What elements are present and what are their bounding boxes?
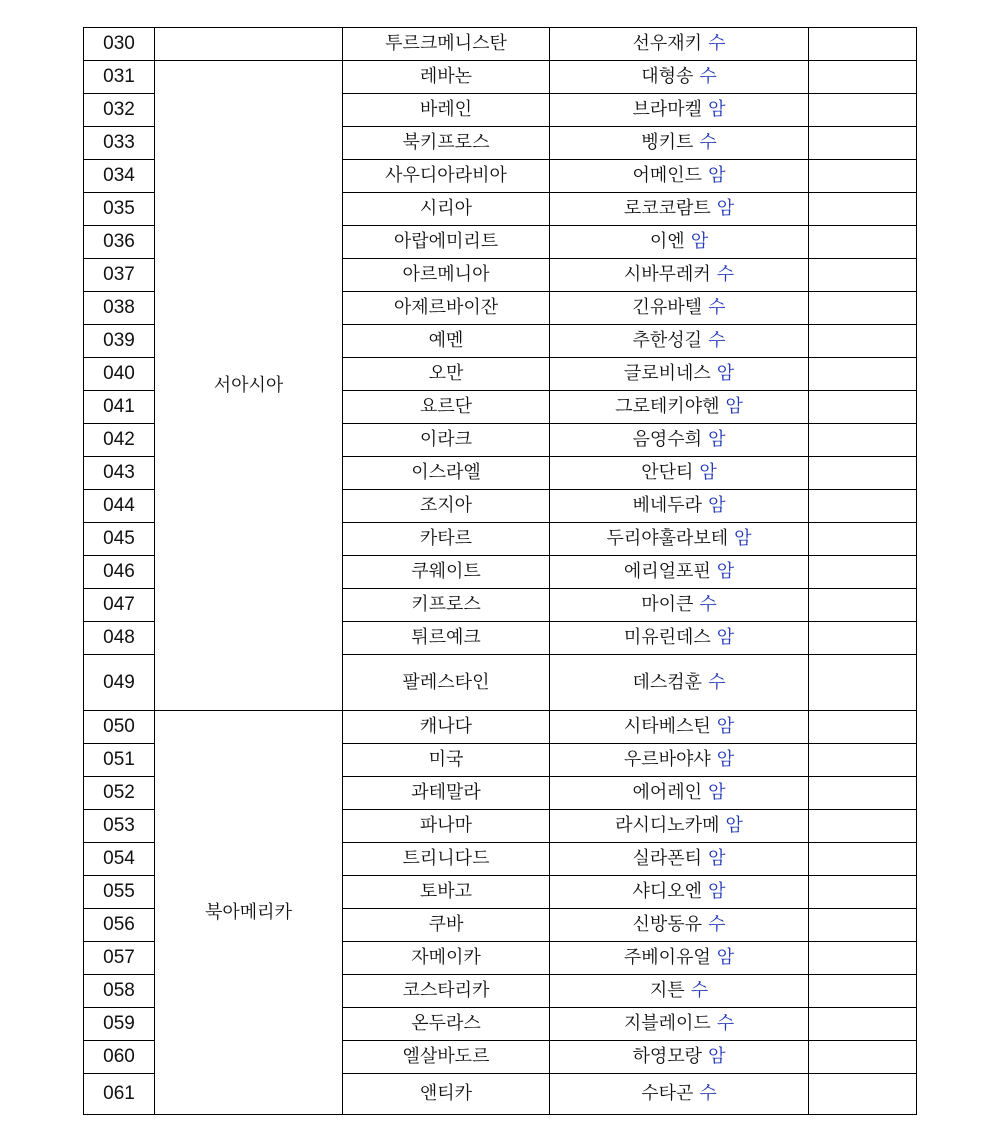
row-number: 048 bbox=[84, 622, 155, 655]
name-cell bbox=[550, 523, 809, 556]
empty-cell bbox=[809, 843, 917, 876]
row-number: 059 bbox=[84, 1008, 155, 1041]
row-number: 061 bbox=[84, 1074, 155, 1115]
gender-suffix: 암 bbox=[716, 363, 735, 384]
empty-cell bbox=[809, 358, 917, 391]
name-text: 두리야훌라보테 bbox=[606, 528, 729, 549]
name-text: 안단티 bbox=[641, 462, 694, 483]
gender-suffix: 암 bbox=[708, 165, 726, 186]
row-number: 052 bbox=[84, 777, 155, 810]
row-number: 057 bbox=[84, 942, 155, 975]
name-text: 선우재키 bbox=[632, 33, 703, 54]
empty-cell bbox=[809, 226, 917, 259]
name-text: 주베이유얼 bbox=[623, 947, 711, 968]
empty-cell bbox=[809, 777, 917, 810]
name-cell bbox=[550, 61, 809, 94]
empty-cell bbox=[809, 424, 917, 457]
name-cell bbox=[550, 810, 809, 843]
country-cell: 미국 bbox=[343, 744, 550, 777]
country-cell: 레바논 bbox=[343, 61, 550, 94]
row-number: 055 bbox=[84, 876, 155, 909]
row-number: 053 bbox=[84, 810, 155, 843]
region-cell: 북아메리카 bbox=[155, 711, 343, 1115]
name-text: 우르바야샤 bbox=[623, 749, 711, 770]
name-text: 에어레인 bbox=[632, 782, 703, 803]
gender-suffix: 암 bbox=[725, 396, 743, 417]
country-cell: 이스라엘 bbox=[343, 457, 550, 490]
name-text: 시바무레커 bbox=[623, 264, 711, 285]
empty-cell bbox=[809, 28, 917, 61]
table-row bbox=[84, 61, 917, 94]
name-text: 벵키트 bbox=[641, 132, 694, 153]
region-cell: 서아시아 bbox=[155, 61, 343, 711]
country-cell: 아랍에미리트 bbox=[343, 226, 550, 259]
name-cell bbox=[550, 391, 809, 424]
country-cell: 파나마 bbox=[343, 810, 550, 843]
country-cell: 예멘 bbox=[343, 325, 550, 358]
name-text: 에리얼포핀 bbox=[623, 561, 711, 582]
gender-suffix: 암 bbox=[716, 198, 735, 219]
empty-cell bbox=[809, 975, 917, 1008]
empty-cell bbox=[809, 259, 917, 292]
name-cell bbox=[550, 975, 809, 1008]
country-cell: 아르메니아 bbox=[343, 259, 550, 292]
gender-suffix: 수 bbox=[708, 330, 726, 351]
gender-suffix: 암 bbox=[716, 749, 735, 770]
country-cell: 이라크 bbox=[343, 424, 550, 457]
table-row bbox=[84, 28, 917, 61]
empty-cell bbox=[809, 160, 917, 193]
row-number: 033 bbox=[84, 127, 155, 160]
row-number: 043 bbox=[84, 457, 155, 490]
row-number: 047 bbox=[84, 589, 155, 622]
country-cell: 캐나다 bbox=[343, 711, 550, 744]
country-cell: 쿠웨이트 bbox=[343, 556, 550, 589]
name-cell bbox=[550, 909, 809, 942]
gender-suffix: 수 bbox=[708, 671, 726, 693]
empty-cell bbox=[809, 325, 917, 358]
gender-suffix: 암 bbox=[708, 495, 726, 516]
gender-suffix: 암 bbox=[708, 429, 726, 450]
empty-cell bbox=[809, 391, 917, 424]
name-text: 추한성길 bbox=[632, 330, 703, 351]
table-row bbox=[84, 711, 917, 744]
name-text: 시타베스틴 bbox=[623, 716, 711, 737]
row-number: 036 bbox=[84, 226, 155, 259]
country-cell: 요르단 bbox=[343, 391, 550, 424]
empty-cell bbox=[809, 292, 917, 325]
gender-suffix: 암 bbox=[725, 815, 743, 836]
empty-cell bbox=[809, 744, 917, 777]
name-text: 이엔 bbox=[649, 231, 685, 252]
row-number: 038 bbox=[84, 292, 155, 325]
row-number: 042 bbox=[84, 424, 155, 457]
name-cell bbox=[550, 127, 809, 160]
name-cell bbox=[550, 655, 809, 711]
empty-cell bbox=[809, 94, 917, 127]
name-cell bbox=[550, 622, 809, 655]
row-number: 058 bbox=[84, 975, 155, 1008]
gender-suffix: 수 bbox=[716, 1013, 735, 1034]
name-cell bbox=[550, 358, 809, 391]
gender-suffix: 수 bbox=[708, 914, 726, 935]
row-number: 030 bbox=[84, 28, 155, 61]
empty-cell bbox=[809, 61, 917, 94]
country-cell: 바레인 bbox=[343, 94, 550, 127]
name-cell bbox=[550, 28, 809, 61]
row-number: 049 bbox=[84, 655, 155, 711]
name-text: 지블레이드 bbox=[623, 1013, 711, 1034]
country-cell: 쿠바 bbox=[343, 909, 550, 942]
empty-cell bbox=[809, 655, 917, 711]
country-cell: 키프로스 bbox=[343, 589, 550, 622]
country-cell: 튀르예크 bbox=[343, 622, 550, 655]
row-number: 051 bbox=[84, 744, 155, 777]
gender-suffix: 수 bbox=[699, 66, 717, 87]
empty-cell bbox=[809, 1008, 917, 1041]
gender-suffix: 암 bbox=[716, 716, 735, 737]
name-cell bbox=[550, 160, 809, 193]
name-text: 실라폰티 bbox=[632, 848, 703, 869]
country-cell: 과테말라 bbox=[343, 777, 550, 810]
gender-suffix: 암 bbox=[708, 848, 726, 869]
name-text: 신방동유 bbox=[632, 914, 703, 935]
row-number: 041 bbox=[84, 391, 155, 424]
country-cell: 토바고 bbox=[343, 876, 550, 909]
name-text: 글로비네스 bbox=[623, 363, 711, 384]
country-cell: 오만 bbox=[343, 358, 550, 391]
name-cell bbox=[550, 226, 809, 259]
country-cell: 코스타리카 bbox=[343, 975, 550, 1008]
empty-cell bbox=[809, 490, 917, 523]
name-text: 라시디노카메 bbox=[615, 815, 720, 836]
name-text: 베네두라 bbox=[632, 495, 703, 516]
gender-suffix: 수 bbox=[716, 264, 735, 285]
name-text: 데스컴훈 bbox=[632, 671, 703, 693]
country-cell: 시리아 bbox=[343, 193, 550, 226]
name-cell bbox=[550, 490, 809, 523]
gender-suffix: 암 bbox=[708, 881, 726, 902]
name-text: 긴유바텔 bbox=[632, 297, 703, 318]
gender-suffix: 수 bbox=[699, 594, 717, 615]
row-number: 034 bbox=[84, 160, 155, 193]
country-cell: 사우디아라비아 bbox=[343, 160, 550, 193]
empty-cell bbox=[809, 193, 917, 226]
gender-suffix: 수 bbox=[690, 980, 709, 1001]
nation-name-table bbox=[83, 27, 917, 1115]
row-number: 050 bbox=[84, 711, 155, 744]
country-cell: 조지아 bbox=[343, 490, 550, 523]
empty-cell bbox=[809, 711, 917, 744]
country-cell: 트리니다드 bbox=[343, 843, 550, 876]
row-number: 045 bbox=[84, 523, 155, 556]
empty-cell bbox=[809, 1074, 917, 1115]
row-number: 037 bbox=[84, 259, 155, 292]
name-cell bbox=[550, 292, 809, 325]
name-text: 그로테키야헨 bbox=[615, 396, 720, 417]
name-cell bbox=[550, 876, 809, 909]
name-cell bbox=[550, 1008, 809, 1041]
name-text: 하영모랑 bbox=[632, 1046, 703, 1067]
name-cell bbox=[550, 259, 809, 292]
empty-cell bbox=[809, 589, 917, 622]
empty-cell bbox=[809, 622, 917, 655]
country-cell: 자메이카 bbox=[343, 942, 550, 975]
country-cell: 카타르 bbox=[343, 523, 550, 556]
name-cell bbox=[550, 1041, 809, 1074]
name-text: 브라마켈 bbox=[632, 99, 703, 120]
region-cell bbox=[155, 28, 343, 61]
name-cell bbox=[550, 94, 809, 127]
gender-suffix: 수 bbox=[708, 297, 726, 318]
empty-cell bbox=[809, 876, 917, 909]
name-text: 음영수희 bbox=[632, 429, 703, 450]
gender-suffix: 암 bbox=[699, 462, 717, 483]
empty-cell bbox=[809, 127, 917, 160]
name-cell bbox=[550, 424, 809, 457]
empty-cell bbox=[809, 457, 917, 490]
empty-cell bbox=[809, 810, 917, 843]
name-cell bbox=[550, 325, 809, 358]
name-cell bbox=[550, 457, 809, 490]
country-cell: 온두라스 bbox=[343, 1008, 550, 1041]
gender-suffix: 암 bbox=[708, 1046, 726, 1067]
name-cell bbox=[550, 1074, 809, 1115]
row-number: 039 bbox=[84, 325, 155, 358]
country-cell: 엘살바도르 bbox=[343, 1041, 550, 1074]
empty-cell bbox=[809, 523, 917, 556]
row-number: 060 bbox=[84, 1041, 155, 1074]
row-number: 040 bbox=[84, 358, 155, 391]
name-cell bbox=[550, 942, 809, 975]
name-cell bbox=[550, 556, 809, 589]
row-number: 031 bbox=[84, 61, 155, 94]
gender-suffix: 암 bbox=[716, 561, 735, 582]
empty-cell bbox=[809, 909, 917, 942]
gender-suffix: 암 bbox=[708, 782, 726, 803]
empty-cell bbox=[809, 556, 917, 589]
empty-cell bbox=[809, 1041, 917, 1074]
name-cell bbox=[550, 711, 809, 744]
gender-suffix: 암 bbox=[716, 947, 735, 968]
gender-suffix: 수 bbox=[699, 132, 717, 153]
name-cell bbox=[550, 744, 809, 777]
name-cell bbox=[550, 193, 809, 226]
row-number: 056 bbox=[84, 909, 155, 942]
row-number: 044 bbox=[84, 490, 155, 523]
country-cell: 투르크메니스탄 bbox=[343, 28, 550, 61]
gender-suffix: 암 bbox=[716, 627, 735, 648]
name-cell bbox=[550, 843, 809, 876]
empty-cell bbox=[809, 942, 917, 975]
gender-suffix: 암 bbox=[708, 99, 726, 120]
row-number: 032 bbox=[84, 94, 155, 127]
name-text: 대형송 bbox=[641, 66, 694, 87]
row-number: 035 bbox=[84, 193, 155, 226]
name-text: 마이큰 bbox=[641, 594, 694, 615]
name-cell bbox=[550, 777, 809, 810]
country-cell: 북키프로스 bbox=[343, 127, 550, 160]
name-text: 로코코람트 bbox=[623, 198, 711, 219]
name-cell bbox=[550, 589, 809, 622]
row-number: 046 bbox=[84, 556, 155, 589]
name-text: 수타곤 bbox=[641, 1083, 694, 1104]
row-number: 054 bbox=[84, 843, 155, 876]
name-text: 샤디오엔 bbox=[632, 881, 703, 902]
name-text: 미유린데스 bbox=[623, 627, 711, 648]
country-cell: 아제르바이잔 bbox=[343, 292, 550, 325]
name-text: 지튼 bbox=[649, 980, 685, 1001]
gender-suffix: 암 bbox=[690, 231, 709, 252]
name-text: 어메인드 bbox=[632, 165, 703, 186]
country-cell: 팔레스타인 bbox=[343, 655, 550, 711]
gender-suffix: 수 bbox=[699, 1083, 717, 1104]
gender-suffix: 암 bbox=[734, 528, 752, 549]
country-cell: 앤티카 bbox=[343, 1074, 550, 1115]
gender-suffix: 수 bbox=[708, 33, 726, 54]
